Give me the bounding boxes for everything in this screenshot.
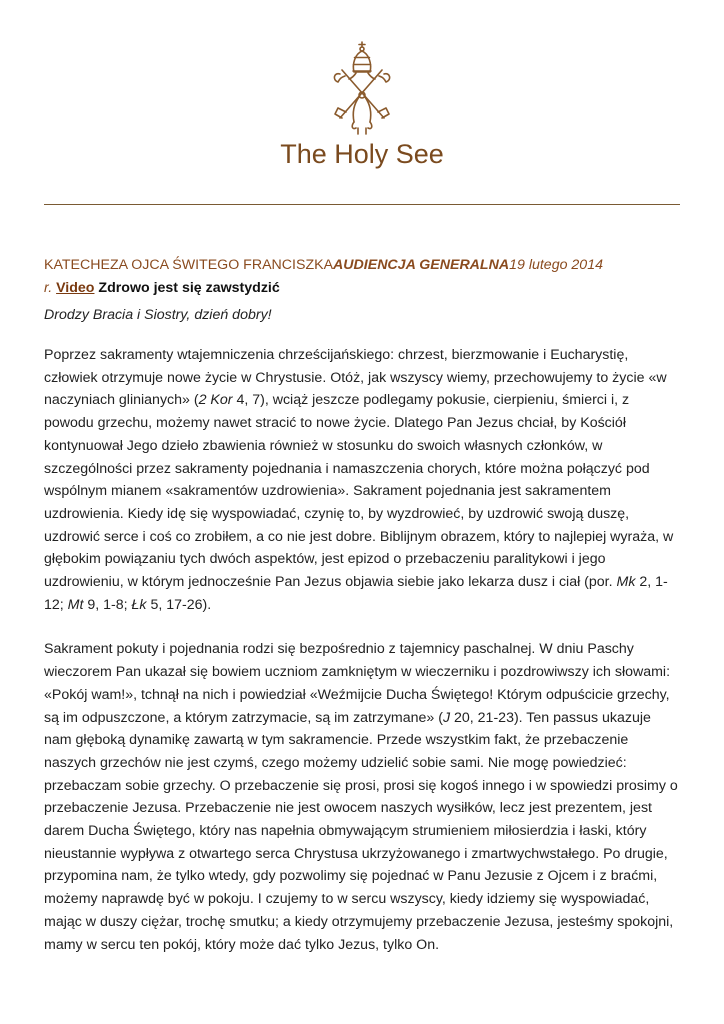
paragraph-1 (44, 344, 680, 616)
page-header (0, 0, 724, 210)
greeting: Drodzy Bracia i Siostry, dzień dobry! (44, 307, 272, 323)
paragraph-2-text-a: Sakrament pokuty i pojednania rodzi się bezpośrednio z tajemnicy paschalnej. W dniu Paschy wieczorem Pan ukazał się bowiem uczniom zamkniętym w wieczerniku i pozdrowiwszy ich słowami: «Pokój wam!», tchnął na nich i powiedział «Weźmijcie Ducha Świętego! Którym odpuścicie grzechy, są im odpuszczone, a którym zatrzymacie, są im zatrzymane» ( (44, 641, 671, 726)
paragraph-1-text-c: 2, 1-12; (44, 574, 668, 613)
scripture-ref-lk: Łk (131, 596, 147, 613)
site-title[interactable]: The Holy See (280, 139, 444, 169)
audience-label: AUDIENCJA GENERALNA (333, 257, 510, 273)
paragraph-1-text-e: 5, 17-26). (146, 596, 212, 613)
scripture-ref-j: J (442, 709, 451, 726)
paragraph-1-text-d: 9, 1-8; (83, 596, 132, 613)
video-link[interactable]: Video (56, 280, 95, 296)
paragraph-2 (44, 638, 680, 956)
year-suffix: r. (44, 280, 53, 296)
papal-coat-of-arms-icon (318, 40, 406, 136)
article-body (44, 254, 680, 956)
article-meta (44, 254, 680, 276)
scripture-ref-2kor: 2 Kor (198, 392, 233, 409)
scripture-ref-mt: Mt (67, 596, 84, 613)
subheader-line (44, 277, 680, 299)
header-divider (44, 204, 680, 205)
scripture-ref-mk: Mk (616, 574, 636, 591)
catechesis-label: KATECHEZA OJCA ŚWITEGO FRANCISZKA (44, 257, 334, 273)
paragraph-1-text-b: 4, 7), wciąż jeszcze podlegamy pokusie, cierpieniu, śmierci i, z powodu grzechu, możemy nawet stracić to nowe życie. Dlatego Pan Jezus chciał, by Kościół kontynuował Jego dzieło zbawienia również w stosunku do swoich własnych członków, w szczególności przez sakramenty pojednania i namaszczenia chorych, które można połączyć pod wspólnym mianem «sakramentów uzdrowienia». Sakrament pojednania jest sakramentem uzdrowienia. Kiedy idę się wyspowiadać, czynię to, by wyzdrowieć, by uzdrowić swoją duszę, uzdrowić serce i coś co zrobiłem, a co nie jest dobre. Biblijnym obrazem, który to najlepiej wyraża, w głębokim powiązaniu tych dwóch aspektów, jest epizod o przebaczeniu paralitykowi i jego uzdrowieniu, w którym jednocześnie Pan Jezus objawia siebie jako lekarza dusz i ciał (por. (44, 392, 674, 591)
paragraph-1-text-a: Poprzez sakramenty wtajemniczenia chrześcijańskiego: chrzest, bierzmowanie i Eucharystię, człowiek otrzymuje nowe życie w Chrystusie. Otóż, jak wszyscy wiemy, przechowujemy to życie «w naczyniach glinianych» ( (44, 347, 667, 409)
paragraph-2-text-b: 20, 21-23). Ten passus ukazuje nam głęboką dynamikę zawartą w tym sakramencie. Przede wszystkim fakt, że przebaczenie naszych grzechów nie jest czymś, czego możemy udzielić sobie sami. Nie mogę powiedzieć: przebaczam sobie grzechy. O przebaczenie się prosi, prosi się kogoś innego i w spowiedzi prosimy o przebaczenie Jezusa. Przebaczenie nie jest owocem naszych wysiłków, lecz jest prezentem, jest darem Ducha Świętego, który nas napełnia obmywającym strumieniem miłosierdzia i łaski, który nieustannie wypływa z otwartego serca Chrystusa ukrzyżowanego i zmartwychwstałego. Po drugie, przypomina nam, że tylko wtedy, gdy pozwolimy się pojednać w Panu Jezusie z Ojcem i z braćmi, możemy naprawdę być w pokoju. I czujemy to w sercu wszyscy, kiedy idziemy się wyspowiadać, mając w duszy ciężar, trochę smutku; a kiedy otrzymujemy przebaczenie Jezusa, jesteśmy spokojni, mamy w sercu ten pokój, który może dać tylko Jezus, tylko On. (44, 709, 678, 953)
article-subtitle: Zdrowo jest się zawstydzić (98, 280, 280, 296)
article-date: 19 lutego 2014 (509, 257, 603, 273)
